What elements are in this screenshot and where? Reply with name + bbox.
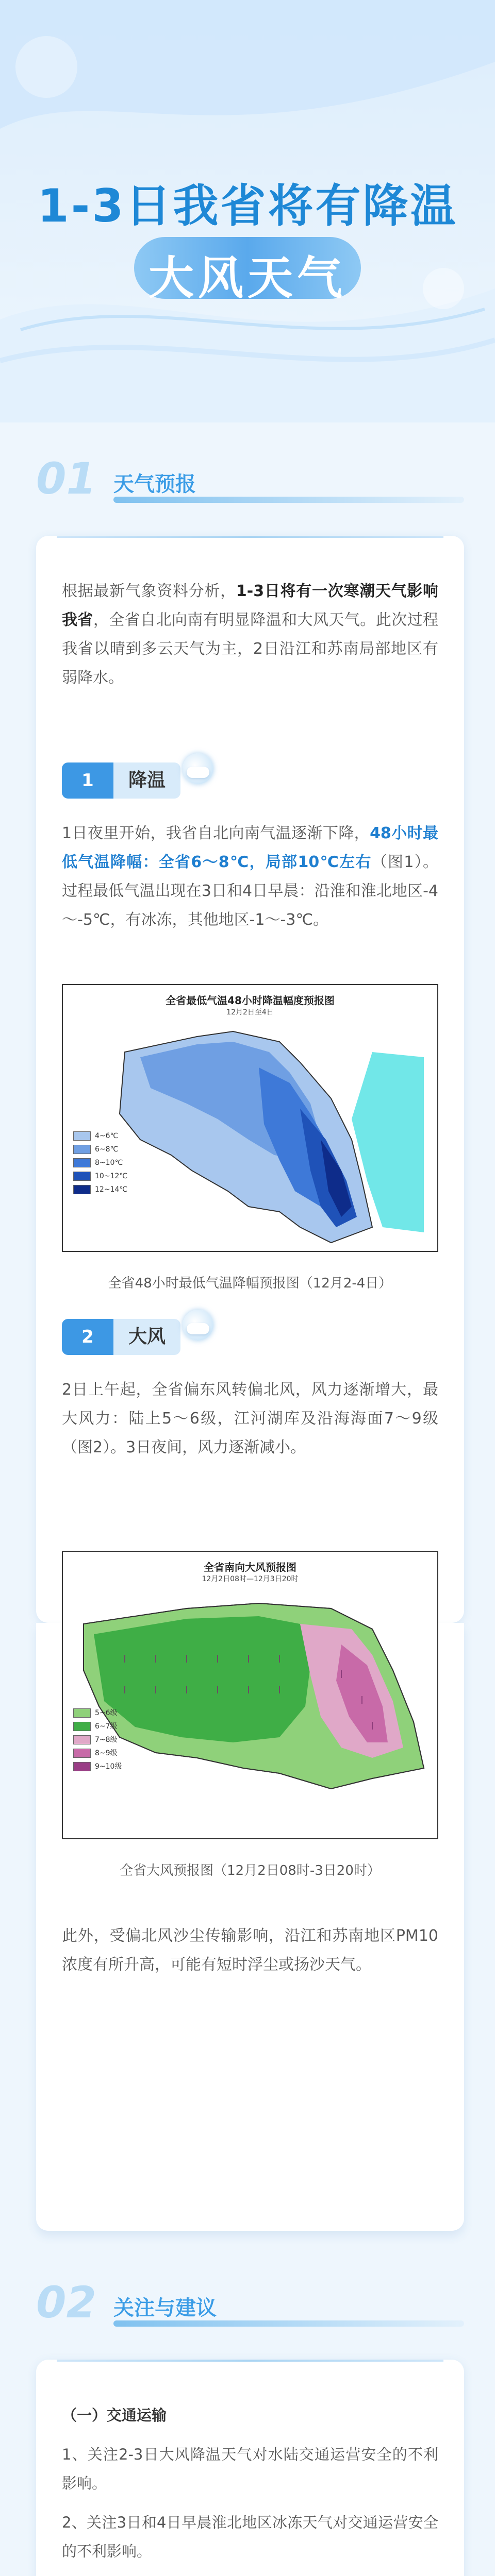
legend-item: 7~8级 bbox=[73, 1733, 122, 1747]
advice-item: 2、关注3日和4日早晨淮北地区冰冻天气对交通运营安全的不利影响。 bbox=[62, 2514, 438, 2560]
legend-item: 6~7级 bbox=[73, 1720, 122, 1733]
cooling-text: 1日夜里开始，我省自北向南气温逐渐下降，48小时最低气温降幅：全省6～8℃，局部10℃左右（图1）。过程最低气温出现在3日和4日早晨：沿淮和淮北地区-4～-5℃，有冰冻，其他地区-1～-3℃。 bbox=[62, 824, 439, 929]
map-subtitle: 12月2日至4日 bbox=[226, 1008, 274, 1016]
subheading-label: 降温 bbox=[113, 762, 180, 799]
legend-item: 6~8℃ bbox=[73, 1143, 127, 1156]
legend-item: 12~14℃ bbox=[73, 1183, 127, 1196]
subheading-number: 1 bbox=[62, 762, 113, 799]
legend-item: 10~12℃ bbox=[73, 1170, 127, 1183]
map-subtitle: 12月2日08时—12月3日20时 bbox=[202, 1575, 299, 1583]
map-title: 全省最低气温48小时降温幅度预报图 bbox=[166, 994, 335, 1007]
subheading-label: 大风 bbox=[113, 1319, 180, 1355]
section-title: 关注与建议 bbox=[113, 2296, 217, 2320]
section-header-forecast bbox=[36, 453, 464, 510]
subheading-number: 2 bbox=[62, 1319, 113, 1355]
wind-map-caption: 全省大风预报图（12月2日08时-3日20时） bbox=[120, 1863, 381, 1878]
legend-item: 9~10级 bbox=[73, 1760, 122, 1773]
cooling-legend bbox=[73, 1129, 127, 1196]
section-underline bbox=[113, 2320, 464, 2327]
page-subtitle: 大风天气 bbox=[148, 251, 346, 304]
legend-item: 4~6℃ bbox=[73, 1129, 127, 1143]
cloud-icon bbox=[183, 1310, 213, 1341]
dust-note: 此外，受偏北风沙尘传输影响，沿江和苏南地区PM10浓度有所升高，可能有短时浮尘或扬沙天气。 bbox=[62, 1927, 438, 1974]
wind-text: 2日上午起，全省偏东风转偏北风，风力逐渐增大，最大风力：陆上5～6级，江河湖库及沿海海面7～9级（图2）。3日夜间，风力逐渐减小。 bbox=[62, 1381, 438, 1456]
page-title: 1-3日我省将有降温 bbox=[37, 179, 458, 232]
forecast-intro: 根据最新气象资料分析，1-3日将有一次寒潮天气影响我省，全省自北向南有明显降温和大风天气。此次过程我省以晴到多云天气为主，2日沿江和苏南局部地区有弱降水。 bbox=[62, 582, 439, 687]
map-title: 全省南向大风预报图 bbox=[204, 1561, 296, 1573]
cloud-icon bbox=[183, 753, 213, 784]
wind-legend bbox=[73, 1706, 122, 1773]
wind-map bbox=[62, 1551, 438, 1839]
hero-banner bbox=[0, 0, 495, 422]
section-header-advice bbox=[36, 2277, 464, 2334]
forecast-card-continued bbox=[36, 1561, 464, 2231]
forecast-card bbox=[36, 536, 464, 1623]
advice-item: 1、关注2-3日大风降温天气对水陆交通运营安全的不利影响。 bbox=[62, 2446, 438, 2492]
advice-card bbox=[36, 2360, 464, 2576]
cooling-map bbox=[62, 984, 438, 1252]
legend-item: 5~6级 bbox=[73, 1706, 122, 1720]
cooling-map-caption: 全省48小时最低气温降幅预报图（12月2-4日） bbox=[108, 1276, 392, 1291]
section-underline bbox=[113, 497, 464, 503]
section-title: 天气预报 bbox=[113, 472, 196, 496]
section-number: 02 bbox=[36, 2277, 96, 2328]
legend-item: 8~9级 bbox=[73, 1747, 122, 1760]
advice-category: （一）交通运输 bbox=[62, 2406, 167, 2424]
card-top-line bbox=[57, 536, 443, 538]
legend-item: 8~10℃ bbox=[73, 1156, 127, 1170]
card-top-line bbox=[57, 2360, 443, 2362]
section-number: 01 bbox=[36, 453, 96, 504]
wind-map-shape bbox=[63, 1552, 438, 1839]
cooling-map-shape bbox=[63, 985, 438, 1252]
